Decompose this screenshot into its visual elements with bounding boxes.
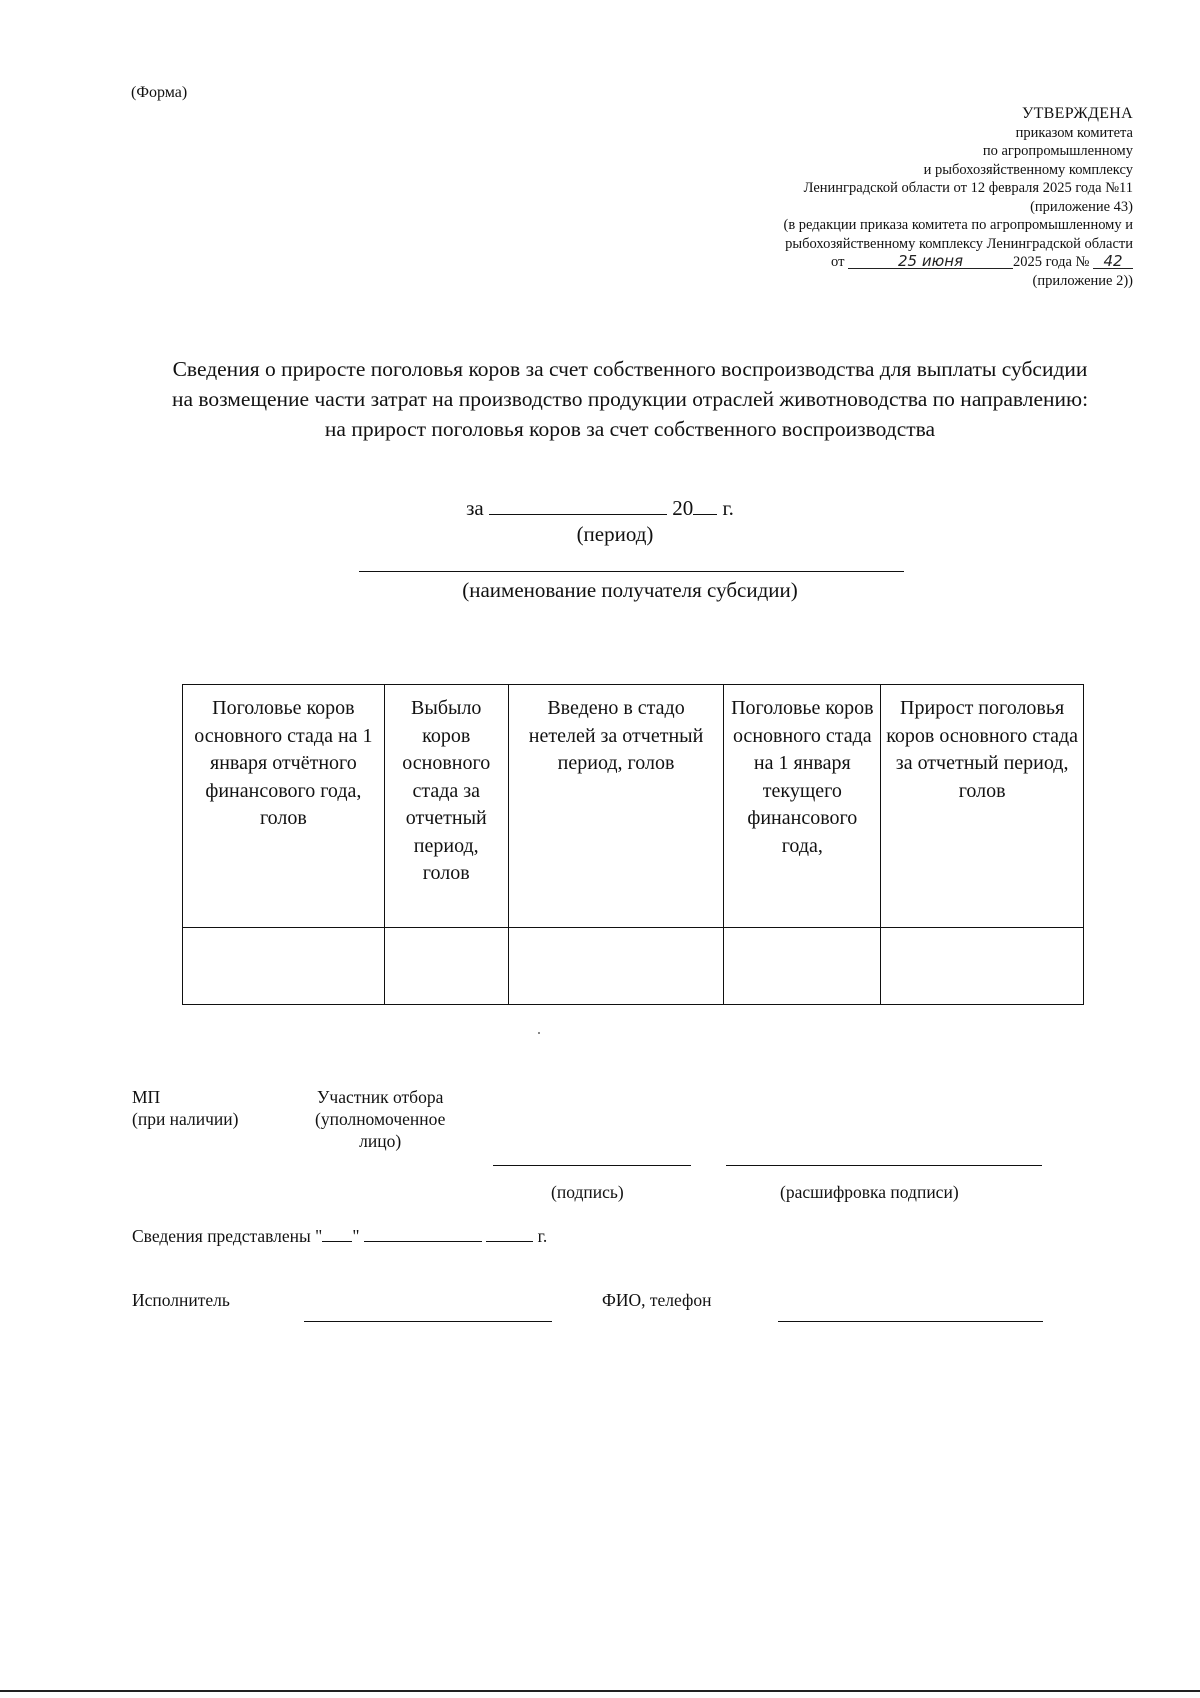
table-row — [183, 928, 1084, 1005]
page-bottom-rule — [0, 1690, 1200, 1692]
approval-line: приказом комитета — [1015, 124, 1133, 141]
submitted-suffix: г. — [537, 1226, 548, 1246]
period-caption: (период) — [576, 522, 654, 546]
period-year-prefix: 20 — [672, 496, 694, 520]
document-title: Сведения о приросте поголовья коров за счет собственного воспроизводства для выплаты субсидии на возмещение части затрат на производство продукции отраслей животноводства по направлению: на прирост поголовья коров за счет собственного воспроизводства — [171, 357, 1089, 441]
approval-block — [693, 105, 1133, 290]
approval-line: (в редакции приказа комитета по агропромышленному и — [783, 217, 1133, 233]
approval-line: (приложение 43) — [1030, 198, 1133, 215]
submitted-quote: " — [352, 1226, 360, 1246]
approval-date-line — [693, 253, 1133, 272]
mp-note: (при наличии) — [132, 1109, 239, 1129]
submitted-month-field[interactable] — [364, 1225, 482, 1242]
table-cell[interactable] — [508, 928, 724, 1005]
header-herd-growth: Прирост поголовья коров основного стада за отчетный период, голов — [881, 685, 1084, 928]
period-row — [0, 494, 1200, 521]
approval-from-label: от — [831, 254, 845, 270]
header-herd-start-current-year: Поголовье коров основного стада на 1 января текущего финансового года, — [724, 685, 881, 928]
participant-line: Участник отбора — [317, 1087, 444, 1107]
header-cows-removed: Выбыло коров основного стада за отчетный период, голов — [384, 685, 508, 928]
stamp-place — [132, 1086, 238, 1130]
header-heifers-added: Введено в стадо нетелей за отчетный период, голов — [508, 685, 724, 928]
table-cell[interactable] — [881, 928, 1084, 1005]
table-cell[interactable] — [183, 928, 385, 1005]
period-prefix: за — [466, 496, 484, 520]
submitted-day-field[interactable] — [322, 1225, 352, 1242]
signature-field[interactable] — [493, 1165, 691, 1166]
submitted-row — [132, 1225, 547, 1247]
approval-line: по агропромышленному — [982, 143, 1133, 159]
approval-line: (приложение 2)) — [1032, 272, 1133, 289]
executor-label: Исполнитель — [132, 1290, 230, 1310]
participant-label — [315, 1086, 445, 1152]
approval-heading: УТВЕРЖДЕНА — [1021, 105, 1133, 122]
fio-label: ФИО, телефон — [602, 1290, 712, 1310]
scan-speck — [538, 1032, 540, 1034]
period-suffix: г. — [722, 496, 734, 520]
recipient-field[interactable] — [359, 571, 904, 572]
participant-line: лицо) — [359, 1131, 402, 1151]
signature-caption: (подпись) — [551, 1182, 624, 1202]
submitted-label: Сведения представлены " — [132, 1226, 323, 1246]
participant-line: (уполномоченное — [315, 1109, 446, 1129]
handwritten-number: 42 — [1093, 254, 1133, 269]
approval-line: Ленинградской области от 12 февраля 2025 года №11 — [803, 180, 1133, 196]
recipient-caption: (наименование получателя субсидии) — [462, 578, 798, 602]
table-cell[interactable] — [384, 928, 508, 1005]
table-header-row — [183, 685, 1084, 928]
decoding-caption: (расшифровка подписи) — [780, 1182, 959, 1202]
header-herd-start-prev-year: Поголовье коров основного стада на 1 января отчётного финансового года, голов — [183, 685, 385, 928]
form-label: (Форма) — [131, 84, 188, 101]
approval-year-text: 2025 года № — [1013, 254, 1090, 270]
table-cell[interactable] — [724, 928, 881, 1005]
handwritten-date: 25 июня — [848, 254, 1013, 269]
period-field[interactable] — [489, 494, 667, 515]
approval-line: и рыбохозяйственному комплексу — [923, 161, 1133, 178]
approval-line: рыбохозяйственному комплексу Ленинградской области — [785, 235, 1133, 252]
mp-label: МП — [132, 1087, 161, 1107]
signature-decoding-field[interactable] — [726, 1165, 1042, 1166]
fio-phone-field[interactable] — [778, 1321, 1043, 1322]
executor-field[interactable] — [304, 1321, 552, 1322]
period-year-field[interactable] — [693, 494, 717, 515]
livestock-table — [182, 684, 1084, 1005]
submitted-year-field[interactable] — [486, 1225, 533, 1242]
